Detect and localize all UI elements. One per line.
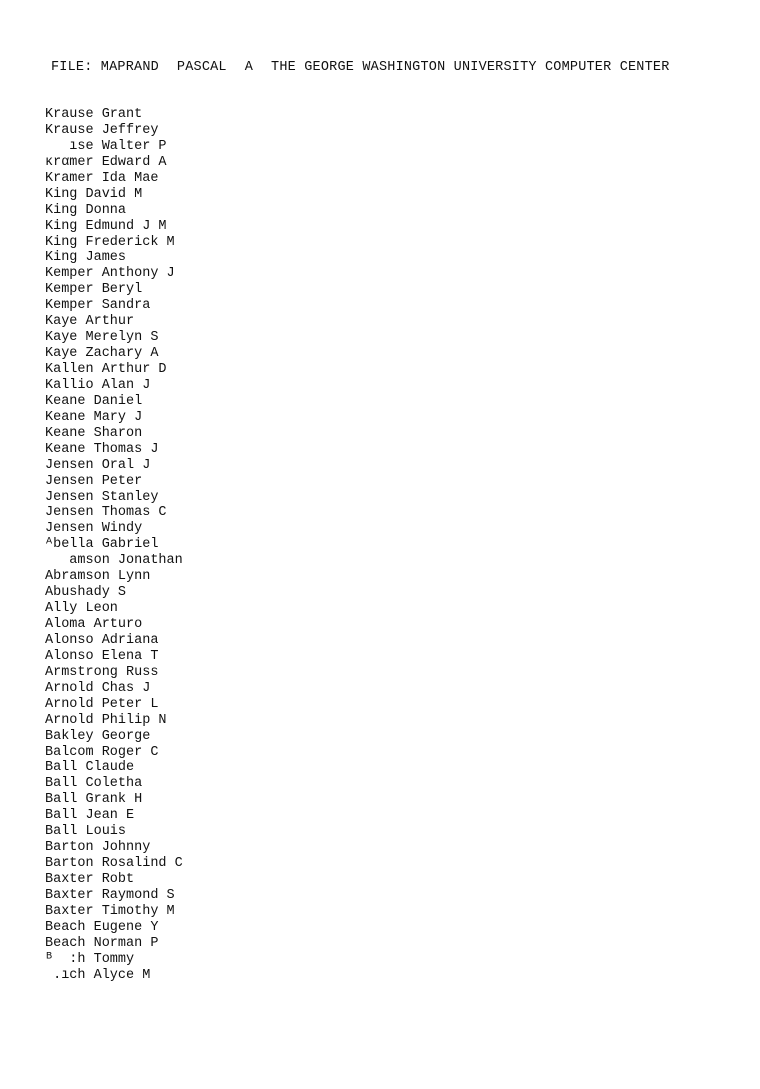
list-item: Kallio Alan J (45, 377, 151, 393)
list-item: Ball Jean E (45, 808, 135, 824)
list-item: Abushady S (45, 585, 127, 601)
list-item: .ıch Alyce M (45, 967, 151, 983)
institution-label: THE GEORGE WASHINGTON UNIVERSITY COMPUTER CENTER (271, 60, 670, 75)
version-label: A (244, 60, 254, 75)
list-item: Arnold Philip N (45, 712, 167, 728)
list-item: Bakley George (45, 728, 151, 744)
list-item: Ball Claude (45, 760, 135, 776)
page-header (51, 60, 688, 75)
list-item: Jensen Stanley (45, 489, 159, 505)
list-item: Kramer Ida Mae (45, 170, 159, 186)
file-label: FILE: MAPRAND (51, 60, 159, 75)
list-item: Alonso Elena T (45, 648, 159, 664)
list-item: Abramson Lynn (45, 569, 151, 585)
list-item: Ally Leon (45, 601, 118, 617)
list-item: Armstrong Russ (45, 664, 159, 680)
list-item: Ball Grank H (45, 792, 143, 808)
list-item: Beach Norman P (45, 935, 159, 951)
list-item: Jensen Windy (45, 521, 143, 537)
list-item: ıse Walter P (45, 138, 167, 154)
list-item: Kemper Beryl (45, 282, 143, 298)
list-item: Keane Thomas J (45, 441, 159, 457)
list-item: Alonso Adriana (45, 632, 159, 648)
list-item: King Edmund J M (45, 218, 167, 234)
list-item: Ball Louis (45, 824, 127, 840)
list-item: Kemper Sandra (45, 298, 151, 314)
list-item: Jensen Oral J (45, 457, 151, 473)
list-item: ᴬbella Gabriel (45, 537, 159, 553)
list-item: ĸrαmer Edward A (45, 154, 167, 170)
list-item: King James (45, 250, 127, 266)
list-item: Arnold Peter L (45, 696, 159, 712)
list-item: Baxter Robt (45, 872, 135, 887)
list-item: Keane Daniel (45, 393, 143, 409)
name-list (45, 107, 183, 984)
list-item: Kaye Merelyn S (45, 330, 159, 346)
list-item: Aloma Arturo (45, 617, 143, 632)
list-item: King David M (45, 186, 143, 202)
list-item: Keane Sharon (45, 425, 143, 441)
list-item: Krause Grant (45, 107, 143, 122)
list-item: Kemper Anthony J (45, 266, 175, 282)
list-item: Arnold Chas J (45, 680, 151, 696)
list-item: Kallen Arthur D (45, 362, 167, 377)
list-item: Baxter Timothy M (45, 903, 175, 919)
list-item: Jensen Thomas C (45, 505, 167, 521)
list-item: Kaye Zachary A (45, 346, 159, 362)
list-item: ᴮ :h Tommy (45, 951, 135, 967)
list-item: amson Jonathan (45, 553, 183, 569)
list-item: Ball Coletha (45, 776, 143, 792)
list-item: Keane Mary J (45, 409, 143, 425)
language-label: PASCAL (176, 60, 227, 75)
list-item: Baxter Raymond S (45, 887, 175, 903)
list-item: King Donna (45, 202, 127, 218)
list-item: King Frederick M (45, 234, 175, 250)
list-item: Kaye Arthur (45, 314, 135, 330)
list-item: Beach Eugene Y (45, 919, 159, 935)
list-item: Balcom Roger C (45, 744, 159, 760)
list-item: Jensen Peter (45, 473, 143, 489)
list-item: Krause Jeffrey (45, 122, 159, 138)
list-item: Barton Johnny (45, 840, 151, 856)
list-item: Barton Rosalind C (45, 856, 183, 872)
